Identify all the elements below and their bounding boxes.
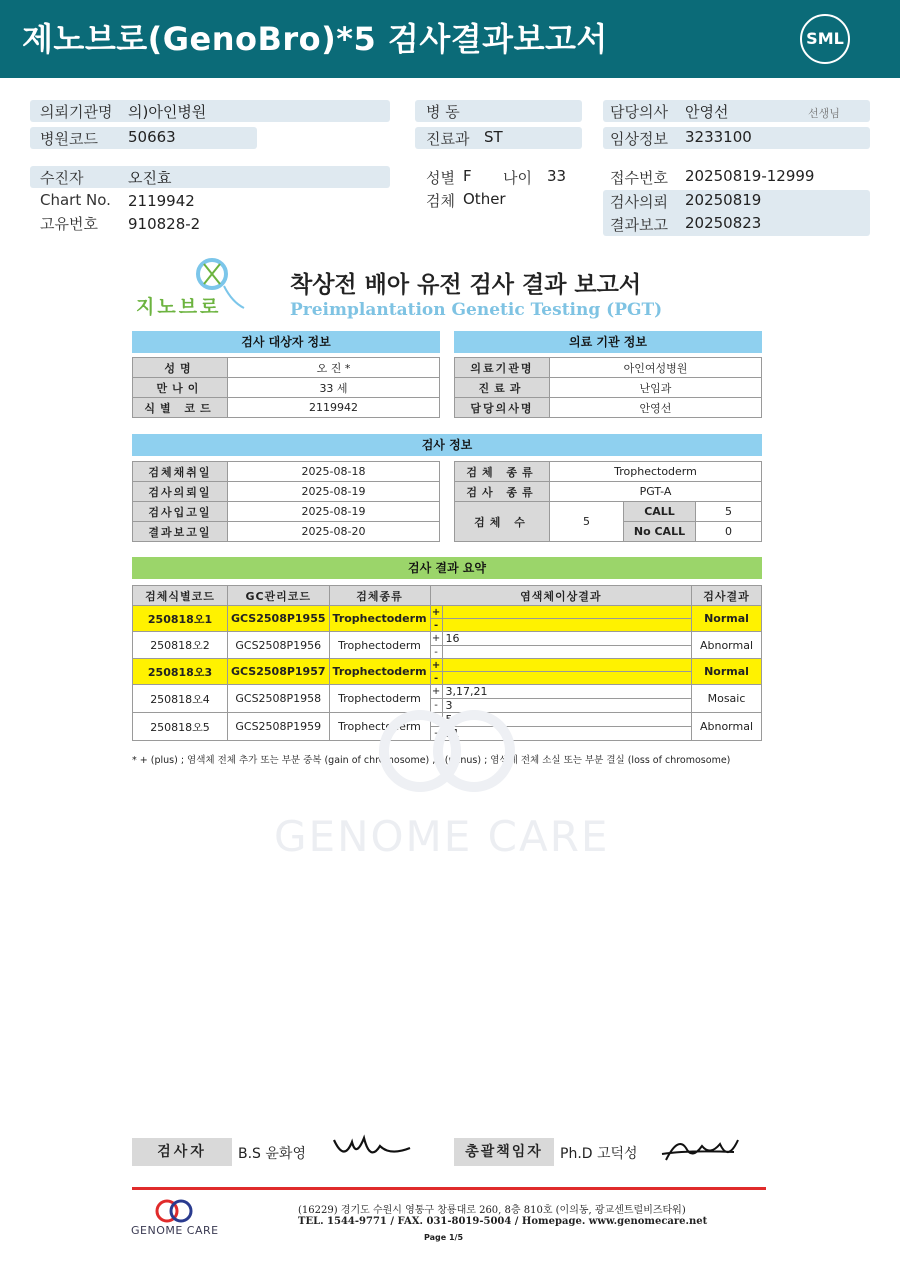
col-result: 검사결과 (692, 586, 762, 606)
doctor-suffix: 선생님 (808, 107, 840, 120)
patient-name-label: 수진자 (40, 169, 84, 187)
nocall-value: 0 (696, 522, 762, 542)
plus-sign-cell: + (431, 714, 441, 725)
minus-value-cell (442, 619, 691, 632)
watermark-text: GENOME CARE (274, 812, 610, 861)
genome-care-logo-text: GENOME CARE (131, 1224, 219, 1237)
gc-code-cell: GCS2508P1959 (228, 713, 330, 741)
inst-doctor-value: 안영선 (550, 398, 762, 418)
col-specimen-type: 검체종류 (329, 586, 430, 606)
inst-name-label: 의료기관명 (455, 358, 550, 378)
result-date-label: 결과보고일 (133, 522, 228, 542)
specimen-type-cell: Trophectoderm (329, 659, 430, 685)
spec-type-label: 검체 종류 (455, 462, 550, 482)
footnote: * + (plus) ; 염색체 전체 추가 또는 부분 중복 (gain of chromosome) , - (minus) ; 염색체 전체 소실 또는 부분 결실 (loss of chromosome) (132, 755, 731, 766)
inst-value: 의)아인병원 (128, 103, 207, 121)
director-label: 총괄책임자 (454, 1138, 554, 1166)
plus-sign-cell: + (431, 686, 441, 697)
plus-value-cell: 5 (442, 713, 691, 727)
sml-logo: SML (800, 14, 850, 64)
footer-divider (132, 1187, 766, 1190)
minus-value-cell: 3 (442, 699, 691, 713)
specimen-type-cell: Trophectoderm (329, 606, 430, 632)
tester-signature-icon (330, 1132, 414, 1166)
plus-value-cell: 16 (442, 632, 691, 646)
genobro-logo (132, 256, 248, 320)
minus-sign-cell: - (430, 672, 442, 685)
collect-date-label: 검체채취일 (133, 462, 228, 482)
subject-age-value: 33 세 (228, 378, 440, 398)
uid-value: 910828-2 (128, 215, 201, 233)
specimen-type-cell: Trophectoderm (329, 685, 430, 713)
report-title: 착상전 배아 유전 검사 결과 보고서 (290, 272, 642, 298)
doctor-value: 안영선 (685, 103, 729, 121)
result-cell: Normal (692, 606, 762, 632)
genobro-logo-text: 지노브로 (136, 296, 222, 318)
minus-value-cell (442, 672, 691, 685)
report-subtitle: Preimplantation Genetic Testing (PGT) (290, 300, 663, 320)
minus-sign-cell: - (430, 699, 442, 713)
gc-code-cell: GCS2508P1957 (228, 659, 330, 685)
gc-code-cell: GCS2508P1958 (228, 685, 330, 713)
plus-value-cell: 3,17,21 (442, 685, 691, 699)
subject-table (132, 357, 440, 418)
inst-dept-value: 난임과 (550, 378, 762, 398)
ward-label: 병 동 (426, 103, 460, 121)
result-date-value: 2025-08-20 (228, 522, 440, 542)
clinical-label: 임상정보 (610, 130, 668, 148)
request-label: 검사의뢰 (610, 193, 668, 211)
call-value: 5 (696, 502, 762, 522)
col-gc-code: GC관리코드 (228, 586, 330, 606)
subject-name-label: 성명 (133, 358, 228, 378)
test-type-value: PGT-A (550, 482, 762, 502)
plus-value-cell (442, 659, 691, 672)
minus-sign-cell: - (430, 619, 442, 632)
gc-code-cell: GCS2508P1955 (228, 606, 330, 632)
plus-sign-cell: + (431, 606, 441, 618)
chart-value: 2119942 (128, 192, 195, 210)
genome-care-logo-icon (154, 1198, 196, 1224)
input-date-value: 2025-08-19 (228, 502, 440, 522)
minus-sign-cell: - (430, 646, 442, 659)
call-label: CALL (624, 502, 696, 522)
specimen-value: Other (463, 190, 506, 208)
subject-id-value: 2119942 (228, 398, 440, 418)
test-type-label: 검사 종류 (455, 482, 550, 502)
minus-sign-cell: - (430, 727, 442, 741)
collect-date-value: 2025-08-18 (228, 462, 440, 482)
plus-sign-cell: + (431, 659, 441, 671)
table-row (133, 659, 762, 672)
subject-age-label: 만나이 (133, 378, 228, 398)
subject-name-value: 오 진 * (228, 358, 440, 378)
clinical-value: 3233100 (685, 128, 752, 146)
result-cell: Mosaic (692, 685, 762, 713)
test-spec-table (454, 461, 762, 542)
page-title: 제노브로(GenoBro)*5 검사결과보고서 (22, 20, 608, 58)
subject-id-label: 식별 코드 (133, 398, 228, 418)
director-signature-icon (658, 1132, 742, 1166)
specimen-id-cell: 250818오5 (133, 713, 228, 741)
col-chromosome-result: 염색체이상결과 (430, 586, 691, 606)
doctor-label: 담당의사 (610, 103, 668, 121)
report-date-label: 결과보고 (610, 216, 668, 234)
request-value: 20250819 (685, 191, 762, 209)
receipt-label: 접수번호 (610, 169, 668, 187)
uid-label: 고유번호 (40, 215, 98, 233)
request-date-label: 검사의뢰일 (133, 482, 228, 502)
plus-value-cell (442, 606, 691, 619)
specimen-type-cell: Trophectoderm (329, 632, 430, 659)
request-date-value: 2025-08-19 (228, 482, 440, 502)
chart-label: Chart No. (40, 191, 111, 209)
watermark-logo-icon (372, 706, 522, 796)
institution-section-header: 의료 기관 정보 (454, 331, 762, 353)
sex-label: 성별 (426, 169, 455, 187)
inst-label: 의뢰기관명 (40, 103, 113, 121)
subject-section-header: 검사 대상자 정보 (132, 331, 440, 353)
dept-value: ST (484, 128, 503, 146)
plus-sign-cell: + (431, 633, 441, 644)
inst-dept-label: 진료과 (455, 378, 550, 398)
test-section-header: 검사 정보 (132, 434, 762, 456)
name-row-bg (30, 166, 390, 188)
inst-doctor-label: 담당의사명 (455, 398, 550, 418)
inst-name-value: 아인여성병원 (550, 358, 762, 378)
result-cell: Abnormal (692, 632, 762, 659)
specimen-id-cell: 250818오3 (133, 659, 228, 685)
input-date-label: 검사입고일 (133, 502, 228, 522)
spec-type-value: Trophectoderm (550, 462, 762, 482)
result-cell: Abnormal (692, 713, 762, 741)
spec-count-label: 검체 수 (455, 502, 550, 542)
footer-contact: TEL. 1544-9771 / FAX. 031-8019-5004 / Homepage. www.genomecare.net (298, 1216, 708, 1227)
table-row (133, 632, 762, 646)
report-date-value: 20250823 (685, 214, 762, 232)
minus-value-cell: 11 (442, 727, 691, 741)
test-dates-table (132, 461, 440, 542)
specimen-type-cell: Trophectoderm (329, 713, 430, 741)
table-row (133, 685, 762, 699)
spec-count-value: 5 (550, 502, 624, 542)
sex-value: F (463, 167, 472, 185)
footer-address: (16229) 경기도 수원시 영통구 창룡대로 260, 8층 810호 (이의동, 광교센트럴비즈타워) (298, 1205, 686, 1216)
age-label: 나이 (503, 169, 532, 187)
gc-code-cell: GCS2508P1956 (228, 632, 330, 659)
specimen-id-cell: 250818오2 (133, 632, 228, 659)
code-label: 병원코드 (40, 130, 98, 148)
patient-name-value: 오진효 (128, 169, 172, 187)
nocall-label: No CALL (624, 522, 696, 542)
specimen-label: 검체 (426, 192, 455, 210)
tester-label: 검사자 (132, 1138, 232, 1166)
table-row (133, 606, 762, 619)
director-name: Ph.D 고덕성 (560, 1146, 638, 1162)
col-specimen-id: 검체식별코드 (133, 586, 228, 606)
code-value: 50663 (128, 128, 176, 146)
header-bar (0, 0, 900, 78)
specimen-id-cell: 250818오1 (133, 606, 228, 632)
minus-value-cell (442, 646, 691, 659)
tester-name: B.S 윤화영 (238, 1146, 306, 1162)
summary-section-header: 검사 결과 요약 (132, 557, 762, 579)
age-value: 33 (547, 167, 567, 185)
institution-table (454, 357, 762, 418)
result-cell: Normal (692, 659, 762, 685)
receipt-value: 20250819-12999 (685, 167, 815, 185)
specimen-id-cell: 250818오4 (133, 685, 228, 713)
page-number: Page 1/5 (424, 1233, 464, 1242)
dept-label: 진료과 (426, 130, 470, 148)
